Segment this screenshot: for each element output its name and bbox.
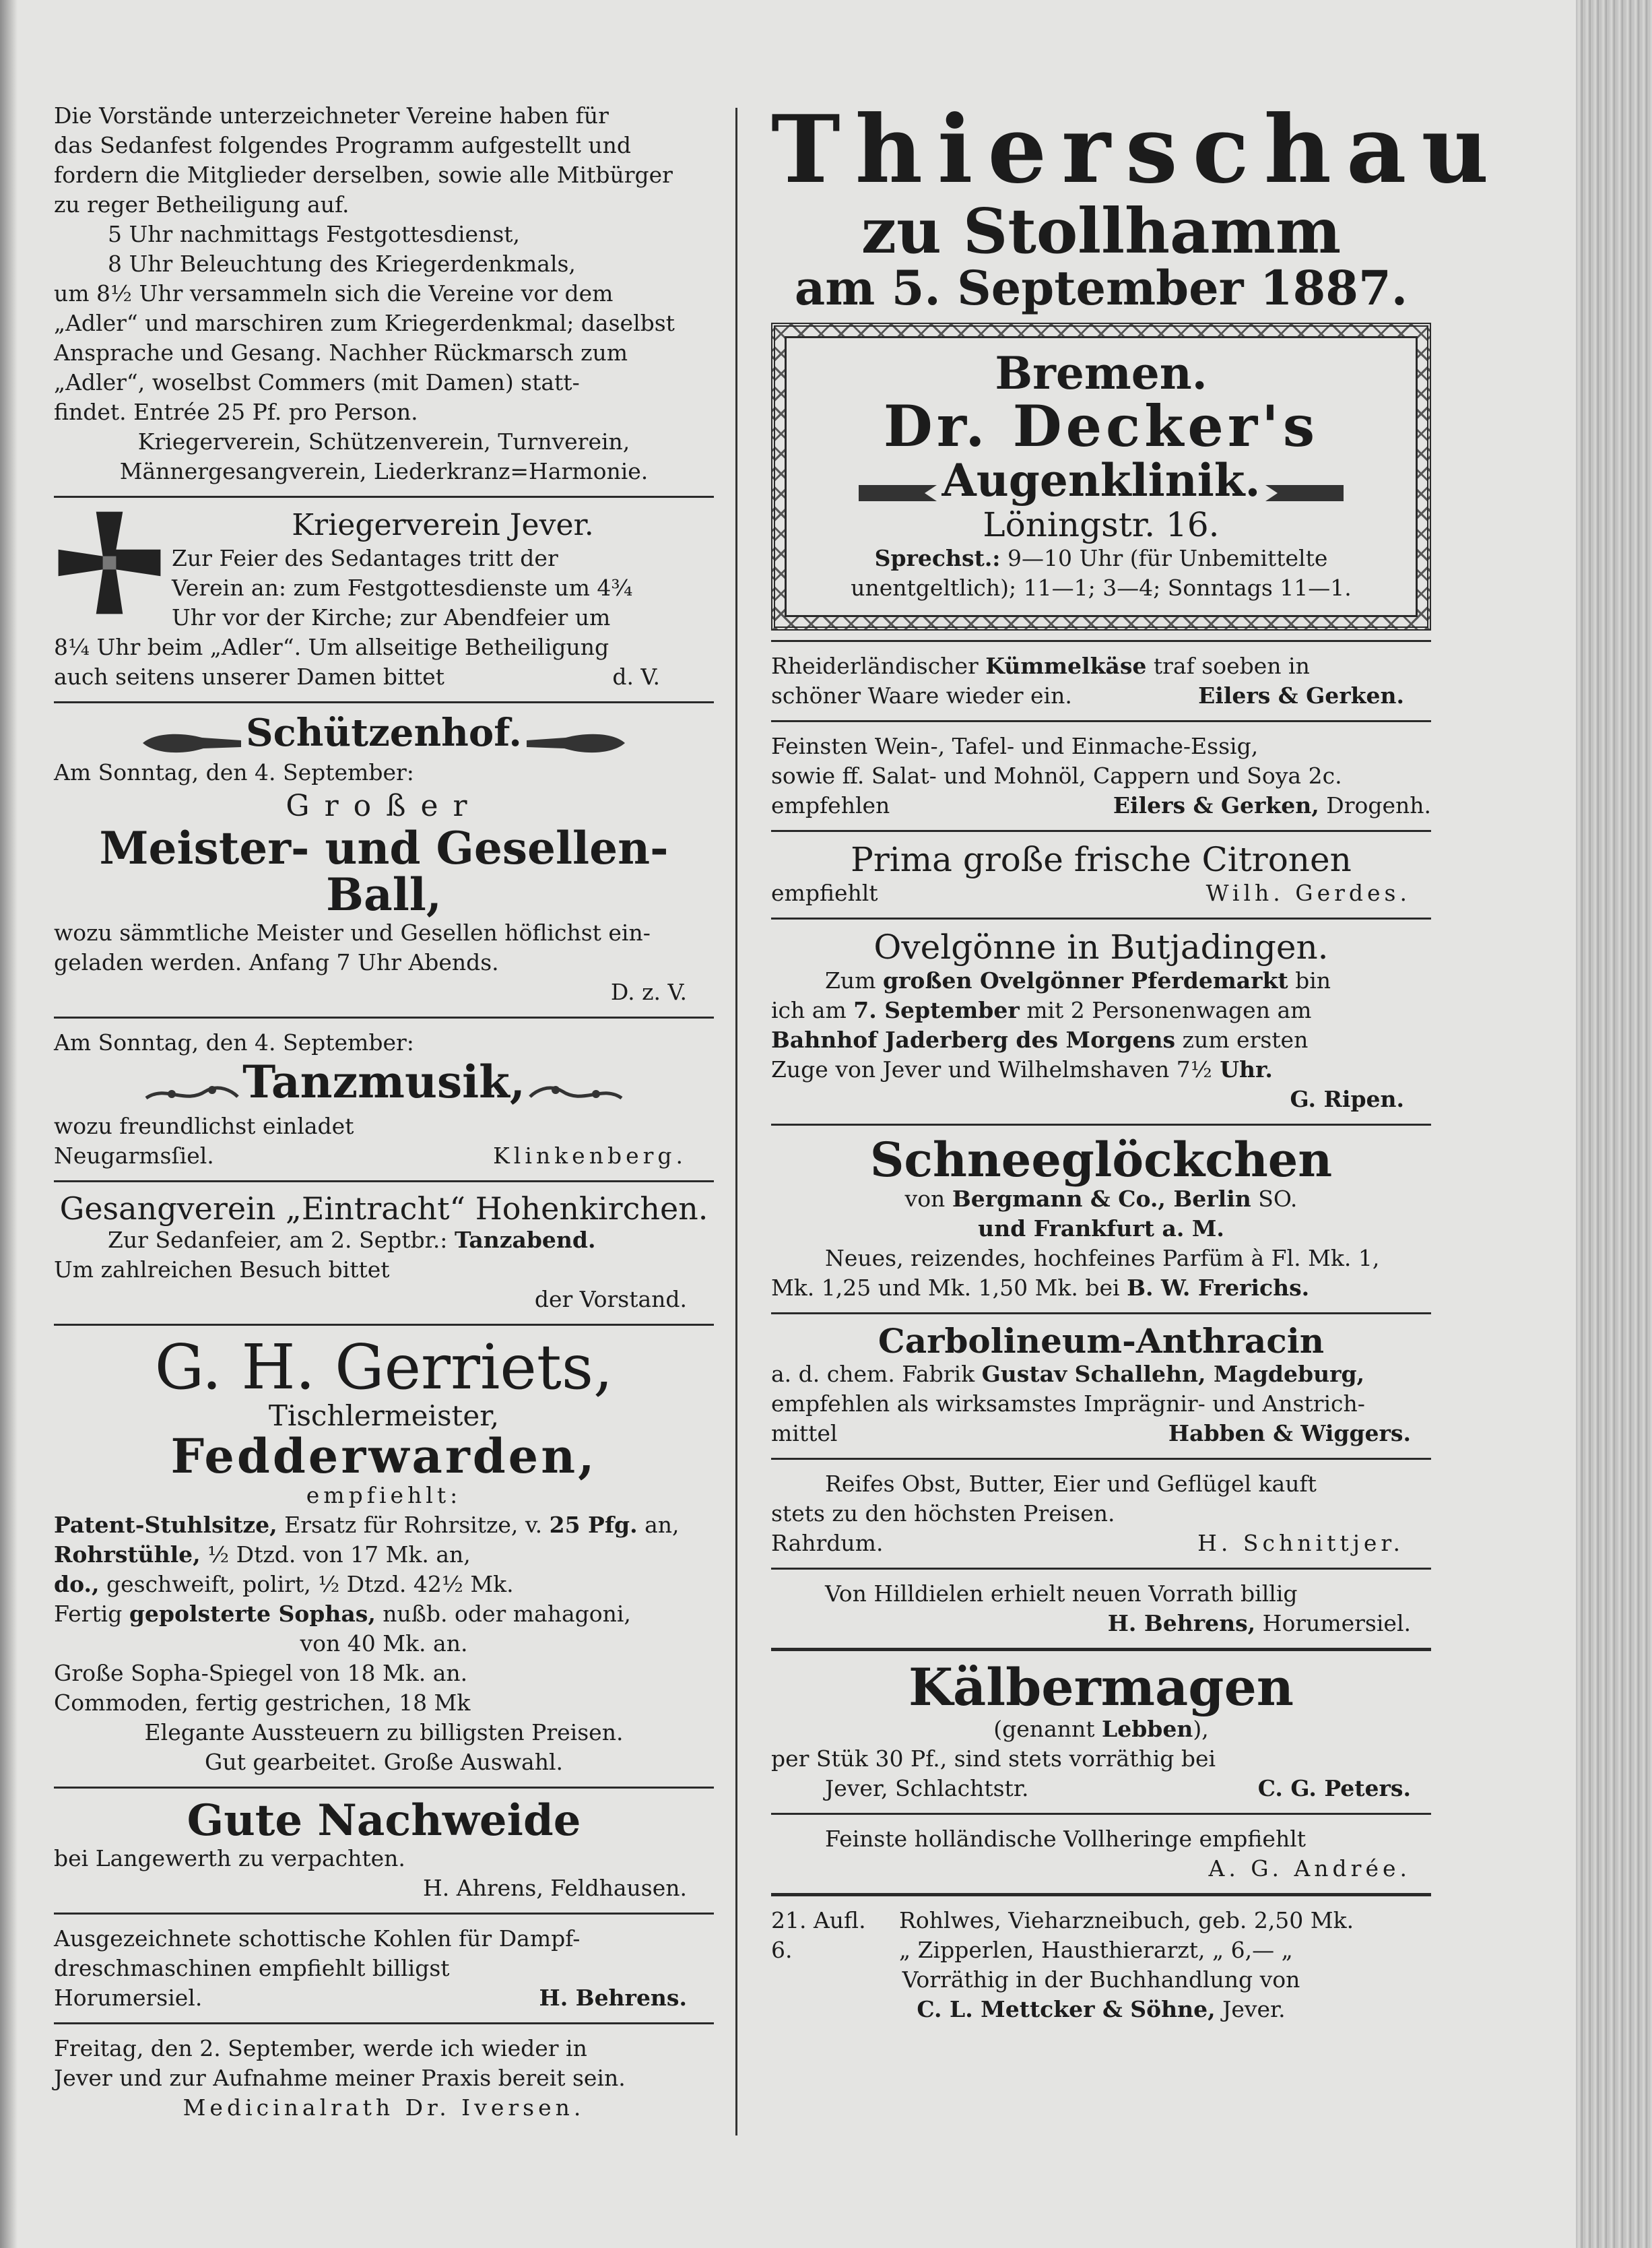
text-line: Jever und zur Aufnahme meiner Praxis bereit sein. — [54, 2064, 626, 2091]
program-line: 5 Uhr nachmittags Festgottesdienst, — [108, 221, 521, 247]
text-line: mittel — [771, 1419, 838, 1446]
text-line: per Stük 30 Pf., sind stets vorräthig bei — [771, 1745, 1216, 1772]
text-line: empfiehlt: — [306, 1482, 462, 1509]
sign-row — [54, 1141, 714, 1171]
separator-rule — [54, 2022, 714, 2024]
text-line: von 40 Mk. an. — [300, 1630, 468, 1657]
text-line: fordern die Mitglieder derselben, sowie alle Mitbürger — [54, 162, 673, 188]
street: Löningstr. 16. — [983, 505, 1220, 544]
book-page-edges — [1576, 0, 1652, 2248]
separator-rule — [771, 830, 1431, 832]
text-span: Gustav Schallehn, Magdeburg, — [981, 1360, 1365, 1387]
text-span: ich am — [771, 996, 854, 1023]
signature: Medicinalrath Dr. Iversen. — [183, 2094, 585, 2121]
text-line — [771, 1025, 1431, 1055]
text-span: Bergmann & Co., Berlin — [952, 1186, 1251, 1213]
sign-row — [771, 791, 1431, 821]
place: Jever, Schlachtstr. — [825, 1774, 1029, 1801]
text-span: an, — [637, 1512, 680, 1539]
text-line: findet. Entrée 25 Pf. pro Person. — [54, 399, 418, 425]
signature: C. G. Peters. — [1257, 1774, 1411, 1801]
text-line — [54, 1510, 714, 1540]
ad-essig — [771, 732, 1431, 821]
text-span: bin — [1288, 967, 1331, 994]
separator-rule — [771, 1124, 1431, 1126]
ad-kuemmel — [771, 651, 1431, 711]
text-line: Von Hilldielen erhielt neuen Vorrath billig — [825, 1580, 1298, 1607]
text-line: Elegante Aussteuern zu billigsten Preisen. — [144, 1719, 624, 1746]
ad-title: Kälbermagen — [908, 1657, 1294, 1717]
separator-rule — [771, 1568, 1431, 1570]
text-span: C. L. Mettcker & Söhne, — [917, 1995, 1216, 2022]
signers-line: Kriegerverein, Schützenverein, Turnverein, — [137, 428, 630, 455]
text-span: Fertig — [54, 1601, 129, 1628]
signature: Wilh. Gerdes. — [1205, 879, 1411, 906]
signature: der Vorstand. — [534, 1286, 687, 1313]
text-span: Sprechst.: — [874, 544, 1001, 571]
text-line: Verein an: zum Festgottesdienste um 4¾ — [172, 575, 633, 601]
text-line: geladen werden. Anfang 7 Uhr Abends. — [54, 949, 499, 976]
text-span: Lebben — [1102, 1715, 1193, 1742]
text-line: wozu sämmtliche Meister und Gesellen höflichst ein- — [54, 920, 651, 946]
text-line: Ansprache und Gesang. Nachher Rückmarsch zum — [54, 340, 628, 366]
text-line — [771, 996, 1431, 1025]
text-span: 25 Pfg. — [549, 1512, 638, 1539]
clinic-name: Augenklinik. — [941, 454, 1261, 507]
text-line: empfehlen als wirksamstes Imprägnir- und Anstrich- — [771, 1390, 1365, 1417]
ad-title: Kriegerverein Jever. — [292, 508, 594, 542]
text-span: ), — [1193, 1715, 1209, 1742]
clinic-row — [803, 456, 1399, 507]
sign-row — [771, 681, 1431, 711]
text-line: um 8½ Uhr versammeln sich die Vereine vor dem — [54, 280, 614, 307]
text-span: 21. Aufl. — [771, 1906, 866, 1933]
text-line: sowie ff. Salat- und Mohnöl, Cappern und Soya 2c. — [771, 762, 1342, 789]
text-line — [54, 1570, 714, 1599]
text-span: gepolsterte Sophas, — [129, 1601, 376, 1628]
text-line: wozu freundlichst einladet — [54, 1112, 354, 1139]
sign-row — [771, 878, 1431, 908]
ad-title: Schneeglöckchen — [869, 1131, 1333, 1188]
separator-rule — [771, 1813, 1431, 1815]
text-line: Die Vorstände unterzeichneter Vereine haben für — [54, 102, 609, 129]
ornament-icon — [145, 1078, 239, 1112]
text-span: Eilers & Gerken, — [1113, 792, 1319, 818]
text-line — [54, 1540, 714, 1570]
separator-rule — [771, 1458, 1431, 1460]
separator-rule — [54, 496, 714, 498]
separator-rule — [54, 1324, 714, 1326]
ad-sedanfest — [54, 101, 714, 486]
iron-cross-icon — [54, 507, 165, 618]
ad-obst — [771, 1469, 1431, 1558]
ad-decker-frame — [771, 323, 1431, 631]
ad-title: Gesangverein „Eintracht“ Hohenkirchen. — [59, 1190, 708, 1227]
ad-gesangverein — [54, 1192, 714, 1315]
text-line: schöner Waare wieder ein. — [771, 682, 1072, 709]
signers-line: Männergesangverein, Liederkranz=Harmonie. — [119, 458, 649, 484]
subtitle: Großer — [286, 788, 482, 823]
signature: H. Ahrens, Feldhausen. — [422, 1874, 687, 1901]
sign-row — [771, 1529, 1431, 1558]
text-line: „Adler“ und marschiren zum Kriegerdenkmal; daselbst — [54, 310, 675, 336]
ad-gerriets — [54, 1331, 714, 1777]
text-line: zu reger Betheiligung auf. — [54, 191, 350, 218]
pointing-hand-icon — [525, 728, 626, 758]
separator-rule — [771, 1648, 1431, 1651]
text-span: a. d. chem. Fabrik — [771, 1360, 982, 1387]
signature: Klinkenberg. — [493, 1142, 687, 1169]
sign-row — [54, 662, 714, 692]
text-span: traf soeben in — [1146, 652, 1310, 679]
trade: Tischlermeister, — [268, 1399, 500, 1432]
text-span: mit 2 Personenwagen am — [1019, 996, 1312, 1023]
ad-title: Schützenhof. — [246, 711, 522, 755]
text-line: Ausgezeichnete schottische Kohlen für Dampf- — [54, 1925, 581, 1952]
text-line: Vorräthig in der Buchhandlung von — [902, 1966, 1300, 1993]
date-line: Am Sonntag, den 4. September: — [54, 759, 414, 785]
signature: H. Schnittjer. — [1197, 1529, 1404, 1556]
text-line — [771, 1184, 1431, 1214]
date-line: am 5. September 1887. — [794, 260, 1408, 317]
text-line: Uhr vor der Kirche; zur Abendfeier um — [172, 604, 611, 631]
text-span: Zuge von Jever und Wilhelmshaven 7½ — [771, 1056, 1212, 1083]
signature — [1113, 791, 1431, 821]
text-line — [771, 1935, 1431, 1965]
text-span: Rheiderländischer — [771, 652, 986, 679]
text-span: Uhr. — [1212, 1056, 1273, 1083]
text-line: auch seitens unserer Damen bittet — [54, 664, 444, 690]
ad-title: Tanzmusik, — [242, 1056, 525, 1109]
ad-carbolineum — [771, 1321, 1431, 1448]
signature: H. Behrens. — [539, 1984, 687, 2011]
ornament-icon — [529, 1078, 623, 1112]
text-span: großen Ovelgönner Pferdemarkt — [882, 967, 1288, 994]
text-line: das Sedanfest folgendes Programm aufgestellt und — [54, 132, 631, 158]
program-line: 8 Uhr Beleuchtung des Kriegerdenkmals, — [108, 251, 576, 277]
sign-row — [771, 1774, 1431, 1803]
text-line: Feinsten Wein-, Tafel- und Einmache-Essig, — [771, 732, 1259, 759]
text-span: Patent-Stuhlsitze, — [54, 1512, 277, 1539]
text-line: bei Langewerth zu verpachten. — [54, 1844, 405, 1871]
text-line: Große Sopha-Spiegel von 18 Mk. an. — [54, 1660, 468, 1687]
ad-header — [54, 1058, 714, 1112]
place-title: Fedderwarden, — [170, 1427, 597, 1484]
text-line: „Adler“, woselbst Commers (mit Damen) statt- — [54, 369, 580, 395]
ornament-icon — [857, 480, 938, 507]
ad-title: Carbolineum-Anthracin — [878, 1321, 1325, 1361]
ad-tanzmusik — [54, 1028, 714, 1171]
text-line: Freitag, den 2. September, werde ich wieder in — [54, 2034, 587, 2061]
signature: A. G. Andrée. — [1208, 1855, 1411, 1882]
ad-nachweide — [54, 1795, 714, 1902]
text-line: empfehlen — [771, 792, 890, 818]
separator-rule — [54, 1180, 714, 1182]
text-line: Um zahlreichen Besuch bittet — [54, 1256, 390, 1283]
ad-header — [54, 713, 714, 758]
text-span: „ Zipperlen, Hausthierarzt, „ 6,— „ — [899, 1936, 1293, 1963]
left-column — [54, 101, 714, 2123]
text-line: Reifes Obst, Butter, Eier und Geflügel kauft — [825, 1470, 1317, 1497]
ad-kriegerverein — [54, 507, 714, 692]
text-line — [771, 1714, 1431, 1744]
text-span: Zum — [825, 967, 883, 994]
text-line — [771, 651, 1431, 681]
text-line: 8¼ Uhr beim „Adler“. Um allseitige Betheiligung — [54, 634, 609, 660]
text-span: Zur Sedanfeier, am 2. Septbr.: — [108, 1227, 448, 1254]
text-span: H. Behrens, — [1107, 1609, 1256, 1636]
place: Horumersiel. — [54, 1984, 203, 2011]
ad-title: G. H. Gerriets, — [154, 1331, 614, 1404]
text-span: Rohrstühle, — [54, 1541, 201, 1568]
subtitle: zu Stollhamm — [861, 194, 1342, 267]
pointing-hand-icon — [141, 728, 242, 758]
ad-iversen — [54, 2034, 714, 2123]
ad-title: Dr. Decker's — [883, 393, 1319, 460]
text-span: Tanzabend. — [454, 1227, 596, 1254]
text-span: Drogenh. — [1319, 792, 1431, 818]
signature: G. Ripen. — [1290, 1085, 1404, 1112]
separator-rule — [771, 918, 1431, 920]
text-line: Commoden, fertig gestrichen, 18 Mk — [54, 1690, 471, 1716]
city: Bremen. — [995, 346, 1208, 399]
ad-title: Gute Nachweide — [187, 1795, 581, 1846]
separator-rule — [54, 701, 714, 703]
separator-rule — [771, 1893, 1431, 1896]
text-line: stets zu den höchsten Preisen. — [771, 1500, 1115, 1527]
text-line — [771, 1995, 1431, 2024]
text-line: Feinste holländische Vollheringe empfiehlt — [825, 1825, 1307, 1852]
text-span: Horumersiel. — [1255, 1609, 1411, 1636]
text-line — [771, 1273, 1431, 1303]
text-line: Gut gearbeitet. Große Auswahl. — [204, 1749, 563, 1776]
text-line: dreschmaschinen empfiehlt billigst — [54, 1954, 450, 1981]
event-title: Meister- und Gesellen-Ball, — [99, 821, 669, 921]
ad-rohlwes — [771, 1906, 1431, 2024]
text-span: 7. September — [853, 996, 1020, 1023]
text-line: Neues, reizendes, hochfeines Parfüm à Fl. Mk. 1, — [825, 1245, 1380, 1272]
signature: D. z. V. — [610, 979, 687, 1006]
text-span: von — [904, 1186, 952, 1213]
text-span: Rohlwes, Vieharzneibuch, geb. 2,50 Mk. — [899, 1906, 1354, 1933]
ad-decker — [785, 336, 1418, 617]
text-line: empfiehlt — [771, 879, 878, 906]
right-column — [771, 94, 1504, 2024]
signature — [771, 1609, 1431, 1638]
text-line: Zur Feier des Sedantages tritt der — [172, 545, 558, 571]
ad-title: Ovelgönne in Butjadingen. — [873, 927, 1329, 967]
ad-vollheringe — [771, 1824, 1431, 1884]
text-span: nußb. oder mahagoni, — [375, 1601, 631, 1628]
text-line — [771, 1906, 1431, 1935]
text-span: zum ersten — [1175, 1026, 1309, 1053]
text-span: ½ Dtzd. von 17 Mk. an, — [200, 1541, 471, 1568]
text-span: Ersatz für Rohrsitze, v. — [277, 1512, 543, 1539]
ad-title: Thierschau — [771, 94, 1504, 204]
ad-thierschau — [771, 94, 1504, 317]
separator-rule — [54, 1787, 714, 1789]
text-span: Mk. 1,25 und Mk. 1,50 Mk. bei — [771, 1275, 1127, 1302]
ad-schuetzenhof — [54, 713, 714, 1007]
signature: Eilers & Gerken. — [1198, 682, 1404, 709]
text-line: unentgeltlich); 11—1; 3—4; Sonntags 11—1. — [851, 574, 1352, 601]
text-span: Bahnhof Jaderberg des Morgens — [771, 1026, 1176, 1053]
text-span: do., — [54, 1571, 100, 1598]
ad-ovelgoenne — [771, 929, 1431, 1114]
text-line — [771, 1359, 1431, 1389]
signature: d. V. — [612, 664, 660, 690]
text-line: und Frankfurt a. M. — [978, 1215, 1224, 1242]
ad-kaelbermagen — [771, 1657, 1431, 1803]
separator-rule — [771, 640, 1431, 642]
text-line — [771, 966, 1431, 996]
place: Neugarmsſiel. — [54, 1142, 214, 1169]
text-line — [803, 544, 1399, 573]
text-span: geschweift, polirt, ½ Dtzd. 42½ Mk. — [99, 1571, 514, 1598]
text-line — [54, 1225, 714, 1255]
text-span: B. W. Frerichs. — [1127, 1275, 1310, 1302]
text-span: 6. — [771, 1936, 793, 1963]
sign-row — [771, 1419, 1431, 1448]
date-line: Am Sonntag, den 4. September: — [54, 1029, 414, 1056]
column-divider — [735, 108, 737, 2135]
binding-shadow — [0, 0, 18, 2248]
text-line — [54, 1599, 714, 1629]
ad-citronen — [771, 841, 1431, 908]
ad-kohlen — [54, 1924, 714, 2013]
ornament-icon — [1264, 480, 1345, 507]
separator-rule — [771, 1312, 1431, 1314]
place: Rahrdum. — [771, 1529, 884, 1556]
ad-hilldielen — [771, 1579, 1431, 1638]
separator-rule — [54, 1017, 714, 1019]
separator-rule — [54, 1913, 714, 1915]
sign-row — [54, 1983, 714, 2013]
ad-schneegloeckchen — [771, 1131, 1431, 1304]
ad-title: Prima große frische Citronen — [851, 839, 1352, 879]
text-span: 9—10 Uhr (für Unbemittelte — [1000, 544, 1328, 571]
text-span: (genannt — [993, 1715, 1102, 1742]
text-span: SO. — [1251, 1186, 1298, 1213]
text-span: Kümmelkäse — [985, 652, 1147, 679]
separator-rule — [771, 720, 1431, 722]
text-line — [771, 1055, 1431, 1085]
signature: Habben & Wiggers. — [1168, 1419, 1411, 1446]
text-span: Jever. — [1215, 1995, 1286, 2022]
